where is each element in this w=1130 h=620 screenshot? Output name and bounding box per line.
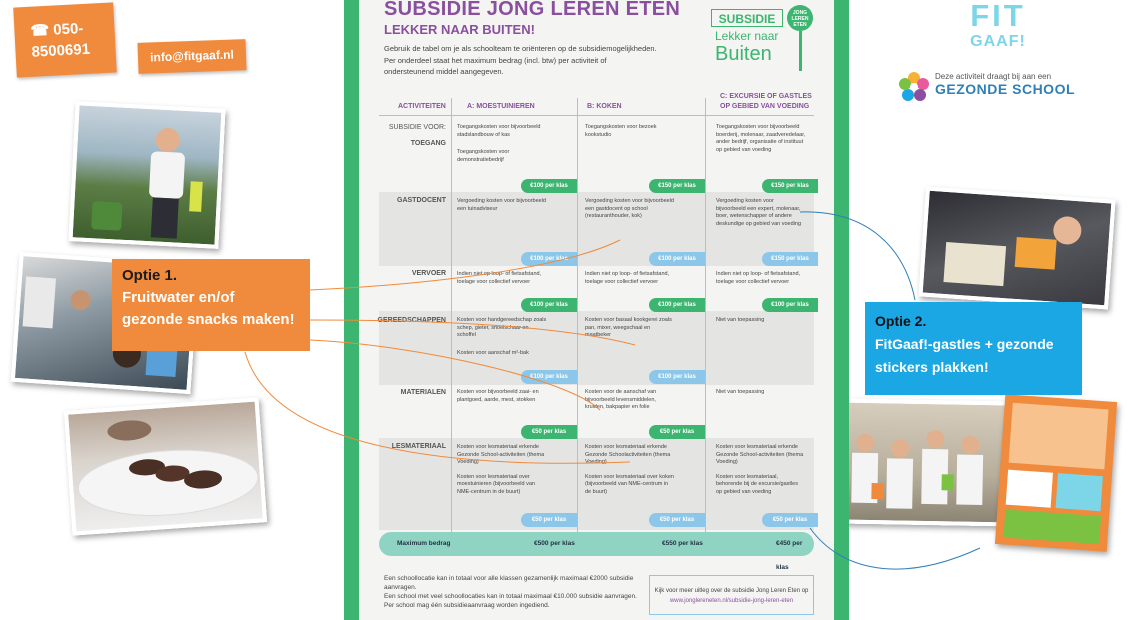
doc-subtitle: LEKKER NAAR BUITEN!: [384, 22, 535, 37]
cell-verv-a: [457, 271, 572, 286]
cell-mat-a: [457, 389, 572, 404]
cell-text: pan, mixer, weegschaal en: [585, 324, 651, 331]
max-label: Maximum bedrag: [397, 540, 451, 547]
cell-text: Kosten voor aanschaf m²-bak: [457, 349, 529, 356]
fork-stem: [799, 31, 802, 71]
col-divider-1: [451, 98, 452, 556]
cell-toegang-b: [585, 124, 700, 139]
maximum-amount-bar: [379, 532, 814, 571]
cell-text: Kosten voor handgereedschap zoals: [457, 317, 547, 323]
max-a: €500 per klas: [534, 540, 575, 547]
gezonde-school-tagline: Deze activiteit draagt bij aan een: [935, 72, 1052, 81]
cell-text: Kosten voor de aanschaf van: [585, 389, 657, 395]
cell-verv-c: [716, 271, 816, 286]
col-divider-2: [577, 98, 578, 556]
price-verv-a: €100 per klas: [521, 298, 577, 312]
fitgaaf-logo-top: FIT: [970, 0, 1026, 33]
cell-text: kookstudio: [585, 131, 612, 138]
phone-number: ☎ 050-8500691: [30, 20, 91, 61]
cell-text: Vergoeding kosten voor bijvoorbeeld: [457, 198, 546, 204]
fitgaaf-logo: [958, 0, 1038, 55]
cell-verv-b: [585, 271, 700, 286]
option-1-line1: Fruitwater en/of: [122, 289, 235, 306]
price-les-c: €50 per klas: [762, 513, 818, 527]
plate-illustration: [68, 402, 263, 532]
phone-tag: [13, 2, 117, 77]
flower-icon: [897, 70, 931, 104]
gezonde-school-name: GEZONDE SCHOOL: [935, 81, 1076, 97]
team-illustration: [841, 403, 1013, 523]
cell-text: Toegangskosten voor bijvoorbeeld: [457, 124, 541, 130]
cell-les-c: [716, 444, 816, 496]
cell-text: moestuinieren (bijvoorbeeld van: [457, 481, 535, 487]
cell-gast-a: [457, 198, 572, 213]
cell-text: op gebied van voeding: [716, 146, 772, 153]
stickers-illustration: [923, 191, 1112, 305]
footer-box-text: Kijk voor meer uitleg over de subsidie Jong Leren Eten op: [654, 588, 809, 594]
max-c: €450 per klas: [776, 540, 803, 571]
cell-text: Kosten voor lesmateriaal over koken: [585, 473, 674, 480]
cell-text: Kosten voor lesmateriaal,: [716, 473, 779, 480]
subsidie-badge: [711, 5, 821, 71]
doc-intro-2: Per onderdeel staat het maximum bedrag (incl. btw) per activiteit of: [384, 55, 607, 65]
cell-text: Voeding): [457, 459, 479, 465]
cell-text: Gezonde School-activiteiten (thema: [716, 451, 804, 458]
cell-text: een tuinadviseur: [457, 205, 498, 212]
doc-intro-1: Gebruik de tabel om je als schoolteam te oriënteren op de subsidiemogelijkheden.: [384, 44, 657, 53]
cell-text: Toegangskosten voor bijvoorbeeld: [716, 124, 800, 130]
badge-subsidie: SUBSIDIE: [711, 9, 783, 27]
cell-text: Niet van toepassing: [716, 317, 765, 323]
cell-text: (restauranthouder, kok): [585, 213, 642, 219]
label-materialen: MATERIALEN: [400, 389, 446, 396]
price-ger-b: €100 per klas: [649, 370, 705, 384]
photo-snacks-plate: [64, 397, 267, 535]
cell-text: Kosten voor basaal kookgerei zoals: [585, 317, 672, 323]
cell-text: Toegangskosten voor: [457, 149, 510, 155]
price-gast-a: €100 per klas: [521, 252, 577, 266]
gezonde-school-logo: [897, 70, 1097, 110]
cell-text: stadslandbouw of kas: [457, 131, 510, 138]
footer-info-box: [649, 575, 814, 615]
header-col-a: A: MOESTUINIEREN: [467, 103, 535, 110]
label-vervoer: VERVOER: [411, 270, 446, 277]
cell-text: boerderij, molenaar, zaadveredelaar,: [716, 131, 806, 138]
price-verv-c: €100 per klas: [762, 298, 818, 312]
cell-text: bijvoorbeeld een expert, molenaar,: [716, 205, 801, 212]
email-tag[interactable]: [137, 39, 246, 74]
cell-text: Kosten voor lesmateriaal over: [457, 473, 530, 480]
cell-gast-c: [716, 198, 816, 228]
cell-text: NME-centrum in de buurt): [457, 488, 521, 495]
man-illustration: [73, 105, 222, 244]
option-1-title: Optie 1.: [122, 267, 178, 284]
label-gereedschappen: GEREEDSCHAPPEN: [377, 317, 446, 324]
cell-text: deskundige op gebied van voeding: [716, 220, 802, 227]
badge-lekker: Lekker naar: [715, 29, 779, 43]
footer-note-4: Per school mag één subsidieaanvraag worden ingediend.: [384, 602, 550, 609]
footer-note-3: Een school met veel schoollocaties kan in totaal maximaal €10.000 subsidie aanvragen.: [384, 593, 637, 600]
price-mat-a: €50 per klas: [521, 425, 577, 439]
option-2-line1: FitGaaf!-gastles + gezonde: [875, 336, 1054, 352]
cell-text: kruiden, bakpapier en folie: [585, 404, 650, 410]
cell-text: Niet van toepassing: [716, 389, 765, 395]
price-ger-a: €100 per klas: [521, 370, 577, 384]
cell-text: Kosten voor lesmateriaal erkende: [457, 444, 539, 450]
cell-text: de buurt): [585, 488, 608, 495]
cell-text: schoffel: [457, 332, 476, 338]
cell-text: behorende bij de excursie/gastles: [716, 481, 798, 487]
photo-fitgaaf-team: [837, 398, 1017, 526]
subsidy-document: [344, 0, 849, 620]
price-mat-b: €50 per klas: [649, 425, 705, 439]
photo-man-outdoors: [68, 101, 225, 249]
photo-stickers-table: [918, 187, 1115, 310]
cell-text: toelage voor collectief vervoer: [457, 278, 531, 285]
price-toegang-c: €150 per klas: [762, 179, 818, 193]
cell-text: demonstratiebedrijf: [457, 156, 504, 163]
option-2-box: [865, 302, 1082, 395]
price-gast-c: €150 per klas: [762, 252, 818, 266]
cell-ger-c: [716, 317, 816, 325]
fitgaaf-logo-bottom: GAAF!: [970, 33, 1026, 50]
doc-intro-3: ondersteunend middel aangegeven.: [384, 67, 504, 76]
badge-circle-3: ETEN: [793, 22, 807, 28]
cell-text: Gezonde School-activiteiten (thema: [457, 451, 545, 458]
footer-note-1: Een schoollocatie kan in totaal voor alle klassen gezamenlijk maximaal €2000 subsidie: [384, 575, 634, 582]
cell-text: ander bedrijf, organisatie of instituut: [716, 139, 804, 145]
price-toegang-a: €100 per klas: [521, 179, 577, 193]
doc-footer-notes: [384, 574, 646, 610]
badge-circle-1: JONG: [792, 10, 808, 16]
fitgaaf-poster: [995, 394, 1117, 551]
col-divider-3: [705, 98, 706, 556]
label-toegang: TOEGANG: [410, 140, 446, 147]
option-2-line2: stickers plakken!: [875, 359, 989, 375]
cell-text: boer, wetenschapper of andere: [716, 213, 792, 219]
cell-text: maatbeker: [585, 332, 611, 338]
cell-text: Kosten voor lesmateriaal erkende: [585, 444, 667, 450]
cell-text: schep, gieter, snoeischaar en: [457, 324, 529, 331]
price-gast-b: €100 per klas: [649, 252, 705, 266]
email-address[interactable]: info@fitgaaf.nl: [149, 47, 235, 65]
cell-mat-c: [716, 389, 816, 397]
cell-ger-a: [457, 317, 572, 357]
cell-text: Vergoeding kosten voor bijvoorbeeld: [585, 198, 674, 204]
price-toegang-b: €150 per klas: [649, 179, 705, 193]
cell-text: Vergoeding kosten voor: [716, 198, 774, 204]
price-les-b: €50 per klas: [649, 513, 705, 527]
option-1-line2: gezonde snacks maken!: [122, 311, 295, 328]
cell-les-a: [457, 444, 572, 496]
doc-intro: [384, 43, 674, 78]
header-col-c1: C: EXCURSIE OF GASTLES: [720, 93, 812, 100]
cell-text: Indien niet op loop- of fietsafstand,: [585, 271, 670, 277]
cell-text: een gastdocent op school: [585, 205, 648, 212]
cell-text: toelage voor collectief vervoer: [716, 278, 790, 285]
cell-text: op gebied van voeding: [716, 488, 772, 495]
cell-text: toelage voor collectief vervoer: [585, 278, 659, 285]
header-col-b: B: KOKEN: [587, 103, 622, 110]
cell-text: Voeding): [585, 459, 607, 465]
cell-text: Indien niet op loop- of fietsafstand,: [457, 271, 542, 277]
price-verv-b: €100 per klas: [649, 298, 705, 312]
cell-mat-b: [585, 389, 700, 412]
cell-text: (bijvoorbeeld van NME-centrum in: [585, 481, 669, 487]
price-les-a: €50 per klas: [521, 513, 577, 527]
doc-title: SUBSIDIE JONG LEREN ETEN: [384, 0, 681, 20]
cell-text: bijvoorbeeld levensmiddelen,: [585, 396, 656, 403]
cell-text: plantgoed, aarde, mest, stokken: [457, 396, 536, 403]
option-1-box: [112, 259, 310, 351]
cell-ger-b: [585, 317, 700, 340]
cell-toegang-c: [716, 124, 816, 154]
label-gastdocent: GASTDOCENT: [397, 197, 446, 204]
doc-right-strip: [834, 0, 849, 620]
doc-left-strip: [344, 0, 359, 620]
cell-text: Toegangskosten voor bezoek: [585, 124, 657, 130]
cell-toegang-a: [457, 124, 572, 164]
footer-box-link[interactable]: www.jonglereneten.nl/subsidie-jong-leren-eten: [669, 598, 794, 604]
cell-text: Indien niet op loop- of fietsafstand,: [716, 271, 801, 277]
label-subsidie-voor: SUBSIDIE VOOR:: [388, 124, 446, 131]
cell-text: Voeding): [716, 459, 738, 465]
option-2-title: Optie 2.: [875, 313, 927, 329]
cell-text: Gezonde Schoolactiviteiten (thema: [585, 451, 671, 458]
header-activities: ACTIVITEITEN: [398, 103, 446, 110]
header-rule: [379, 115, 814, 116]
cell-gast-b: [585, 198, 700, 221]
header-col-c2: OP GEBIED VAN VOEDING: [720, 103, 810, 110]
fork-circle-icon: [787, 5, 813, 31]
cell-text: Kosten voor bijvoorbeeld zaai- en: [457, 389, 539, 395]
label-lesmateriaal: LESMATERIAAL: [391, 443, 446, 450]
max-b: €550 per klas: [662, 540, 703, 547]
badge-buiten: Buiten: [715, 43, 772, 65]
cell-les-b: [585, 444, 700, 496]
cell-text: Kosten voor lesmateriaal erkende: [716, 444, 798, 450]
footer-note-2: aanvragen.: [384, 584, 417, 591]
badge-circle-2: LEREN: [791, 16, 809, 22]
